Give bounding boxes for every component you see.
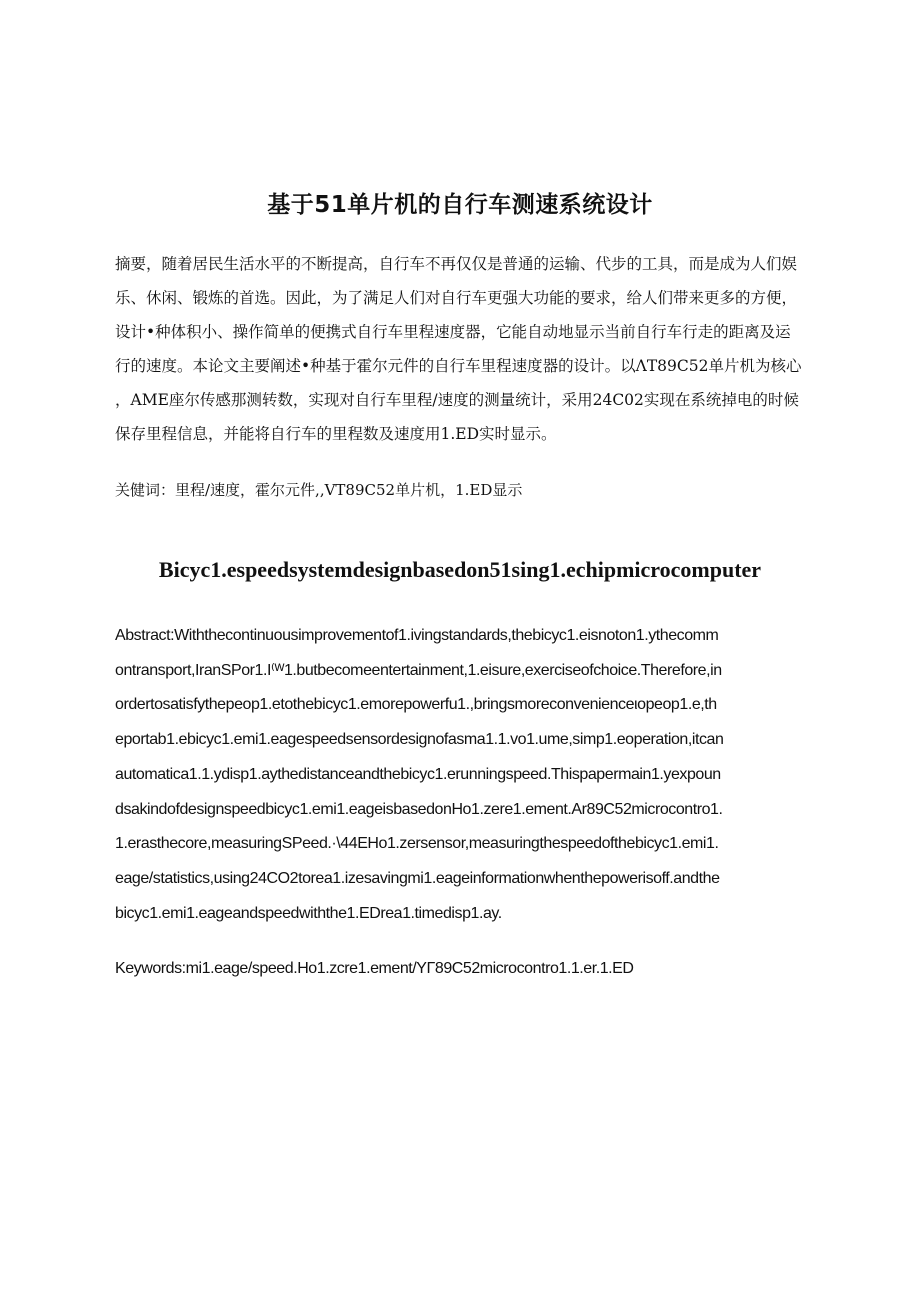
chinese-abstract-line: 乐、休闲、锻炼的首选。因此，为了满足人们对自行车更强大功能的要求，给人们带来更多的方便， (115, 289, 798, 307)
chinese-abstract-line: 保存里程信息，并能将自行车的里程数及速度用1.ED实时显示。 (115, 425, 557, 443)
chinese-abstract (115, 247, 805, 451)
english-abstract-line: ordertosatisfythepeop1.etothebicyc1.emorepowerfu1.,bringsmoreconvenienceιopeop1.e,th (115, 696, 717, 714)
chinese-keywords: 关健词：里程/速度，霍尔元件,,VT89C52单片机，1.ED显示 (115, 481, 523, 499)
english-abstract-line: eage/statistics,using24CO2torea1.izesavingmi1.eageinformationwhenthepowerisoff.andthe (115, 869, 720, 887)
english-abstract-line: dsakindofdesignspeedbicyc1.emi1.eageisbasedonHo1.zere1.ement.Ar89C52microcontro1. (115, 800, 723, 818)
english-title: Bicyc1.espeedsystemdesignbasedon51sing1.echipmicrocomputer (158, 557, 762, 582)
chinese-abstract-line: 行的速度。本论文主要阐述•种基于霍尔元件的自行车里程速度器的设计。以ΛT89C52单片机为核心 (115, 357, 802, 375)
chinese-title: 基于51单片机的自行车测速系统设计 (267, 192, 653, 218)
english-abstract-line: 1.erasthecore,measuringSPeed.·\44EHo1.zersensor,measuringthespeedofthebicyc1.emi1. (115, 835, 719, 853)
chinese-abstract-line: 摘要，随着居民生活水平的不断提高，自行车不再仅仅是普通的运输、代步的工具，而是成为人们娱 (115, 255, 798, 273)
english-abstract-line: Abstract:Withthecontinuousimprovementof1.ivingstandards,thebicyc1.eisnoton1.ythecomm (115, 627, 719, 644)
english-abstract-line: ontransport,IranSPor1.I⁽ᵂ1.butbecomeentertainment,1.eisure,exerciseofchoice.Therefore,in (115, 661, 722, 679)
chinese-abstract-line: ，AME座尔传感那测转数，实现对自行车里程/速度的测量统计，采用24C02实现在系统掉电的时候 (115, 391, 799, 409)
english-abstract (115, 619, 815, 931)
english-keywords: Keywords:mi1.eage/speed.Ho1.zcre1.ement/ΥΓ89C52microcontro1.1.er.1.ED (115, 960, 634, 977)
english-abstract-line: bicyc1.emi1.eageandspeedwiththe1.EDrea1.timedisp1.ay. (115, 904, 502, 922)
chinese-abstract-line: 设计•种体积小、操作简单的便携式自行车里程速度器，它能自动地显示当前自行车行走的距离及运 (115, 323, 791, 341)
english-abstract-line: automatica1.1.ydisp1.aythedistanceandthebicyc1.erunningspeed.Thispapermain1.yexpoun (115, 765, 721, 783)
english-abstract-line: eportab1.ebicyc1.emi1.eagespeedsensordesignofasma1.1.vo1.ume,simp1.eoperation,itcan (115, 731, 724, 749)
